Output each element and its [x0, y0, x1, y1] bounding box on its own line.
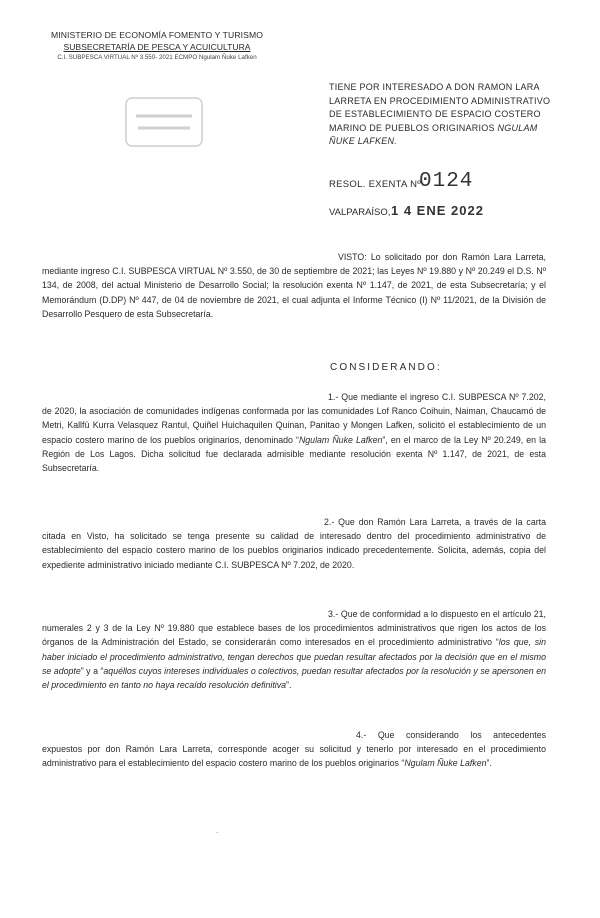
considerando-3-text-mid: ” y a “ [80, 665, 104, 676]
resolution-label: RESOL. EXENTA Nº [329, 179, 422, 190]
page-mark: . [216, 826, 219, 835]
considerando-1-text: 1.- Que mediante el ingreso C.I. SUBPESCA Nº 7.202, de 2020, la asociación de comunidades indígenas conformada por las comunidades Lof Ranco Coihuin, Naiman, Chaucamó de Metri, Kallfü Kurra Velasquez Rantul, Quiñel Huichaquilen Quinan, Panitao y Mongen Lafken, solicitó el establecimiento de un espacio costero marino de los pueblos originarios, denominado “ [42, 392, 546, 445]
considerando-2 [42, 515, 546, 572]
considerando-1-text-end: ”, en el marco de la Ley Nº 20.249, en la Región de Los Lagos. Dicha solicitud fue declarada admisible mediante resolución exenta Nº 1.147, de 2021, de esta Subsecretaría. [42, 434, 546, 474]
considerando-4 [42, 728, 546, 771]
place: VALPARAÍSO, [329, 207, 391, 218]
resolution-title [329, 81, 551, 149]
considerando-1 [42, 390, 546, 475]
considerando-3-text-end: ”. [286, 680, 292, 691]
considerando-heading: CONSIDERANDO: [330, 362, 442, 373]
considerando-3-italic-2: aquéllos cuyos intereses individuales o colectivos, puedan resultar afectados por la resolución y se apersonen en el procedimiento en tanto no haya recaído resolución definitiva [42, 665, 546, 691]
considerando-3-text: 3.- Que de conformidad a lo dispuesto en el artículo 21, numerales 2 y 3 de la Ley Nº 19.880 que establece bases de los procedimientos administrativos que rigen los actos de los órganos de la Administración del Estado, se considerarán como interesados en el procedimiento administrativo “ [42, 609, 546, 648]
visto-paragraph: VISTO: Lo solicitado por don Ramón Lara Larreta, mediante ingreso C.I. SUBPESCA VIRTUAL Nº 3.550, de 30 de septiembre de 2021; las Leyes Nº 19.880 y Nº 20.249 el D.S. Nº 134, de 2008, del actual Ministerio de Desarrollo Social; la resolución exenta Nº 1.147, de 2021, de esta Subsecretaría; y el Memorándum (D.DP) Nº 447, de 04 de noviembre de 2021, el cual adjunta el Informe Técnico (I) Nº 11/2021, de la División de Desarrollo Pesquero de esta Subsecretaría. [42, 252, 546, 319]
date-stamp: 1 4 ENE 2022 [391, 203, 484, 218]
considerando-2-text: 2.- Que don Ramón Lara Larreta, a través de la carta citada en Visto, ha solicitado se tenga presente su calidad de interesado dentro del procedimiento administrativo de establecimiento del espacio costero marino de los pueblos originarios indicado precedentemente. Solicita, además, copia del expediente administrativo iniciado mediante C.I. SUBPESCA Nº 7.202, de 2020. [42, 517, 546, 570]
subsecretaria-name: SUBSECRETARÍA DE PESCA Y ACUICULTURA [63, 42, 251, 52]
letterhead [42, 29, 272, 62]
title-italic: NGULAM ÑUKE LAFKEN. [329, 122, 538, 147]
title-text: TIENE POR INTERESADO A DON RAMON LARA LARRETA EN PROCEDIMIENTO ADMINISTRATIVO DE ESTABLECIMIENTO DE ESPACIO COSTERO MARINO DE PUEBLOS ORIGINARIOS [329, 82, 551, 133]
ministry-name: MINISTERIO DE ECONOMÍA FOMENTO Y TURISMO [50, 30, 264, 40]
considerando-1-italic: Ngulam Ñuke Lafken [298, 434, 383, 445]
considerando-4-italic: Ngulam Ñuke Lafken [404, 758, 487, 769]
considerando-3 [42, 607, 546, 692]
reference-line: C.I. SUBPESCA VIRTUAL Nº 3.550- 2021 ECMPO Ngulam Ñuke Lafken [57, 54, 257, 61]
resolution-number: 0124 [419, 170, 474, 193]
considerando-4-text-end: ”. [486, 758, 492, 769]
considerando-4-text: 4.- Que considerando los antecedentes expuestos por don Ramón Lara Larreta, corresponde acoger su solicitud y tenerlo por interesado en el procedimiento administrativo para el establecimiento del espacio costero marino de los pueblos originarios “ [42, 730, 546, 769]
considerando-3-italic: los que, sin haber iniciado el procedimiento administrativo, tengan derechos que puedan resultar afectados por la decisión que en el mismo se adopte [42, 637, 546, 676]
office-stamp [120, 94, 208, 150]
